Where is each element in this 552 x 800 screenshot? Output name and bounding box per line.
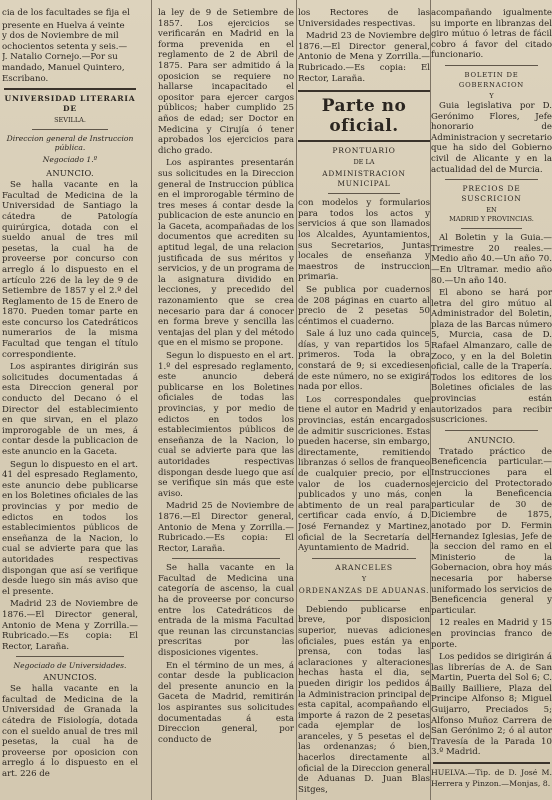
anuncios-text: Se halla vacante en la facultad de Medicina de la Universidad de Granada la cátedra de Fisiología, dotada con el sueldo anual de tres mil pesetas, la cual ha de proveerse por oposicion con arreglo á lo dispuesto en el art. 226 de [2, 684, 138, 780]
col4-anuncio-paragraph-2: 12 reales en Madrid y 15 en provincias franco de porte. [431, 618, 552, 650]
column-rule-2 [296, 0, 297, 800]
divider [32, 129, 108, 130]
col1-top-line-3: y dos de Noviembre de mil [2, 31, 119, 42]
boletin-heading: BOLETIN DE GOBERNACION [458, 70, 525, 89]
negociado: Negociado 1.º [42, 155, 98, 165]
divider [312, 558, 416, 559]
divider [445, 430, 538, 431]
col2-paragraph-4: Se halla vacante en la Facultad de Medicina una categoría de ascenso, la cual ha de proveerse por concurso entre los Catedráticos de entrada de la misma Facultad que reunan las circunstancias prescritas por las disposiciones vigentes. [158, 563, 294, 659]
divider [461, 228, 522, 229]
anuncio-paragraph-2: Los aspirantes dirigirán sus solicitudes documentadas á esta Direccion general por conducto del Decano ó el Director del establecimiento en que sirvan, en el plazo improrogable de un mes, á contar desde la publicacion de este anuncio en la Gaceta. [2, 362, 138, 457]
precios-subheading: MADRID Y PROVINCIAS. [449, 215, 534, 224]
col1-top-line-6: mandado, Manuel Quintero, [2, 62, 125, 73]
prontuario-paragraph-1: con modelos y formularios para todos los actos y servicios á que son llamados los Alcaldes, Ayuntamientos, sus Secretarios, Juntas locales de enseñanza y maestros de instruccion primaria. [298, 198, 430, 283]
col2-paragraph-5: En el término de un mes, á contar desde la publicacion del presente anuncio en la Gaceta de Madrid, remitirán los aspirantes sus solicitudes documentadas á esta Direccion general, por conducto de [158, 660, 294, 745]
aranceles-heading: ARANCELES [335, 562, 393, 572]
col1-top-line-4: ochocientos setenta y seis.— [2, 41, 128, 52]
col3-date: Madrid 23 de Noviembre de 1876.—El Director general, Antonio de Mena y Zorrilla.—Rubricado.—Es copia: El Rector, Laraña. [298, 31, 430, 84]
aranceles-y: Y [361, 574, 367, 583]
column-3 [298, 0, 430, 800]
direccion-general-2: pública. [54, 143, 86, 153]
anuncio-date: Madrid 23 de Noviembre de 1876.—El Director general, Antonio de Mena y Zorrilla.—Rubricado.—Es copia: El Rector, Laraña. [2, 599, 138, 652]
precios-paragraph-2: El abono se hará por letra del giro mútuo al Administrador del Boletin, plaza de las Barcas número 5, Murcia, casa de D. Rafael Almanzaro, calle de Zoco, y en la del Boletin oficial, calle de la Trapería. Todos los editores de los Boletines oficiales de las provincias están autorizados para recibir suscriciones. [431, 288, 552, 426]
col4-anuncio-paragraph-3: Los pedidos se dirigirán á las librerías de A. de San Martin, Puerta del Sol 6; C. Bailly Bailliere, Plaza del Principe Alfonso 8; Miguel Guijarro, Preciados 5; Alfonso Muñoz Carrera de San Gerónimo 2; ó al autor Travesía de la Parada 10 3.º Madrid. [431, 652, 552, 758]
col2-paragraph-2: Los aspirantes presentarán sus solicitudes en la Direccion general de Instruccion pública en el improrogable término de tres meses á contar desde la publicacion de este anuncio en la Gaceta, acompañadas de los documentos que acrediten su aptitud legal, de una relacion justificada de sus méritos y servicios, y de un programa de la asignatura dividido en lecciones, y precedido del razonamiento que se crea necesario para dar á conocer en forma breve y sencilla las ventajas del plan y del método que en el mismo se propone. [158, 158, 294, 349]
divider [433, 762, 550, 764]
col1-top-line-5: J. Natalio Cornejo.—Por su [2, 52, 118, 63]
parte-no-oficial-title: Parte no oficial. [298, 90, 430, 142]
col3-top: los Rectores de las Universidades respectivas. [298, 8, 430, 29]
divider [328, 600, 400, 601]
col4-paragraph-1: acompañando igualmente su importe en libranzas del giro mútuo ó letras de fácil cobro á favor del citado funcionario. [431, 8, 552, 61]
col1-top-line-1: cia de los facultades se fija el [2, 8, 130, 18]
anuncio-paragraph-3: Segun lo dispuesto en el art. 41 del espresado Reglamento, este anuncio debe publicarse en los Boletines oficiales de las provincias y por medio de edictos en todos los establecimientos públicos de enseñanza de la Nacion, lo cual se advierte para que las autoridades respectivas dispongan que así se verifique desde luego sin más aviso que el presente. [2, 459, 138, 597]
column-rule-1 [151, 0, 152, 800]
col2-date: Madrid 25 de Noviembre de 1876.—El Director general, Antonio de Mena y Zorrilla.—Rubricado.—Es copia: El Rector, Laraña. [158, 501, 294, 554]
anuncios-heading: ANUNCIOS. [43, 672, 97, 683]
col1-top-line-2: presente en Huelva á veinte [2, 20, 125, 31]
prontuario-paragraph-3: Sale á luz uno cada quince días, y van repartidos los 5 primeros. Toda la obra constará de 9; si excediesen de este número, no se exigirá nada por ellos. [298, 329, 430, 393]
divider [445, 65, 538, 66]
divider [328, 193, 400, 194]
boletin-y: Y [489, 91, 494, 100]
prontuario-heading: PRONTUARIO [332, 146, 396, 156]
precios-en: EN [486, 206, 497, 215]
prontuario-paragraph-2: Se publica por cuadernos de 208 páginas en cuarto al precio de 2 pesetas 50 céntimos el cuaderno. [298, 284, 430, 327]
imprint: HUELVA.—Tip. de D. José M. Herrera y Pinzon.—Monjas, 8. [431, 768, 552, 788]
prontuario-subheading: ADMINISTRACION MUNICIPAL [322, 169, 406, 189]
column-1 [2, 0, 138, 800]
anuncio-heading: ANUNCIO. [46, 168, 94, 179]
prontuario-paragraph-4: Los correspondales que tiene el autor en Madrid y en provincias, están encargados de admitir suscriciones. Estas pueden hacerse, sin embargo, directamente, remitiendo libranzas ó sellos de franqueo de cualquier precio, por el valor de los cuadernos publicados y uno más, con abtimento de un real para certificar cada envío, á D. José Fernandez y Martinez, oficial de la Secretaría del Ayuntamiento de Madrid. [298, 394, 430, 554]
university-heading: UNIVERSIDAD LITERARIA DE [4, 94, 136, 114]
divider [445, 179, 538, 180]
col4-anuncio-paragraph-1: Tratado práctico de Beneficencia particular.—Instrucciones para el ejercicio del Protectorado en la Beneficencia particular de 30 de Diciembre de 1875, anotado por D. Fermin Hernandez Iglesias, Jefe de la seccion del ramo en el Ministerio de la Gobernacion, obra hoy más necesaria por haberse uniformado los servicios de Beneficencia general y particular. [431, 446, 552, 616]
prontuario-de-la: DE LA [353, 158, 375, 167]
aranceles-subheading: ORDENANZAS DE ADUANAS. [298, 585, 430, 595]
university-city: SEVILLA. [54, 116, 86, 125]
boletin-paragraph: Guia legislativa por D. Gerónimo Flores, Jefe honorario de Administracion y secretario que ha sido del Gobierno civil de Alicante y en la actualidad del de Murcia. [431, 100, 552, 175]
precios-paragraph-1: Al Boletin y la Guia.—Trimestre 20 reales.—Medio año 40.—Un año 70.—En Ultramar. medio año 80.—Un año 140. [431, 233, 552, 286]
col1-top-line-7: Escribano. [2, 73, 49, 84]
col2-paragraph-3: Segun lo dispuesto en el art. 1.º del espresado reglamento, este anuncio deberá publicarse en los Boletines oficiales de todas las provincias, y por medio de edictos en todos los establecimientos públicos de enseñanza de la Nacion, lo cual se advierte para que las autoridades respectivas dispongan desde luego que así se verifique sin más que este aviso. [158, 351, 294, 499]
column-4 [431, 0, 552, 800]
col4-anuncio-heading: ANUNCIO. [467, 434, 516, 445]
divider [172, 558, 280, 559]
direccion-general: Direccion general de Instruccion [6, 134, 134, 144]
precios-heading: PRECIOS DE SUSCRICION [461, 184, 522, 204]
column-2 [158, 0, 294, 800]
anuncio-text: Se halla vacante en la Facultad de Medicina de la Universidad de Santiago la cátedra de Patología quirúrgica, dotada con el sueldo anual de tres mil pesetas, la cual ha de proveerse por concurso con arreglo á lo dispuesto en el artículo 226 de la ley de 9 de Setiembre de 1857 y el 2.º del Reglamento de 15 de Enero de 1870. Pueden tomar parte en este concurso los Catedráticos numerarios de la misma Facultad que tengan el título correspondiente. [2, 180, 138, 360]
negociado-universidades: Negociado de Universidades. [13, 661, 127, 671]
divider [4, 88, 136, 90]
aranceles-paragraph: Debiendo publicarse en breve, por disposicion superior, nuevas adiciones oficiales, pues están ya en prensa, con todas las aclaraciones y alteraciones hechas hasta el dia, se pueden dirigir los pedidos á la Administracion principal de esta capital, acompañando el importe á razon de 2 pesetas cada ejemplar de los aranceles, y 5 pesetas el de las ordenanzas; ó bien, hacerlos directamente al oficial de la Direccion general de Aduanas D. Juan Blas Sitges, [298, 604, 430, 795]
col2-paragraph-1: la ley de 9 de Setiembre de 1857. Los ejercicios se verificarán en Madrid en la forma prevenida en el reglamento de 2 de Abril de 1875. Para ser admitido á la oposicion se requiere no hallarse incapacitado el opositor para ejercer cargos públicos; haber cumplido 25 años de edad; ser Doctor en Medicina y Cirujía ó tener aprobados los ejercicios para dicho grado. [158, 8, 294, 156]
divider [16, 656, 124, 657]
